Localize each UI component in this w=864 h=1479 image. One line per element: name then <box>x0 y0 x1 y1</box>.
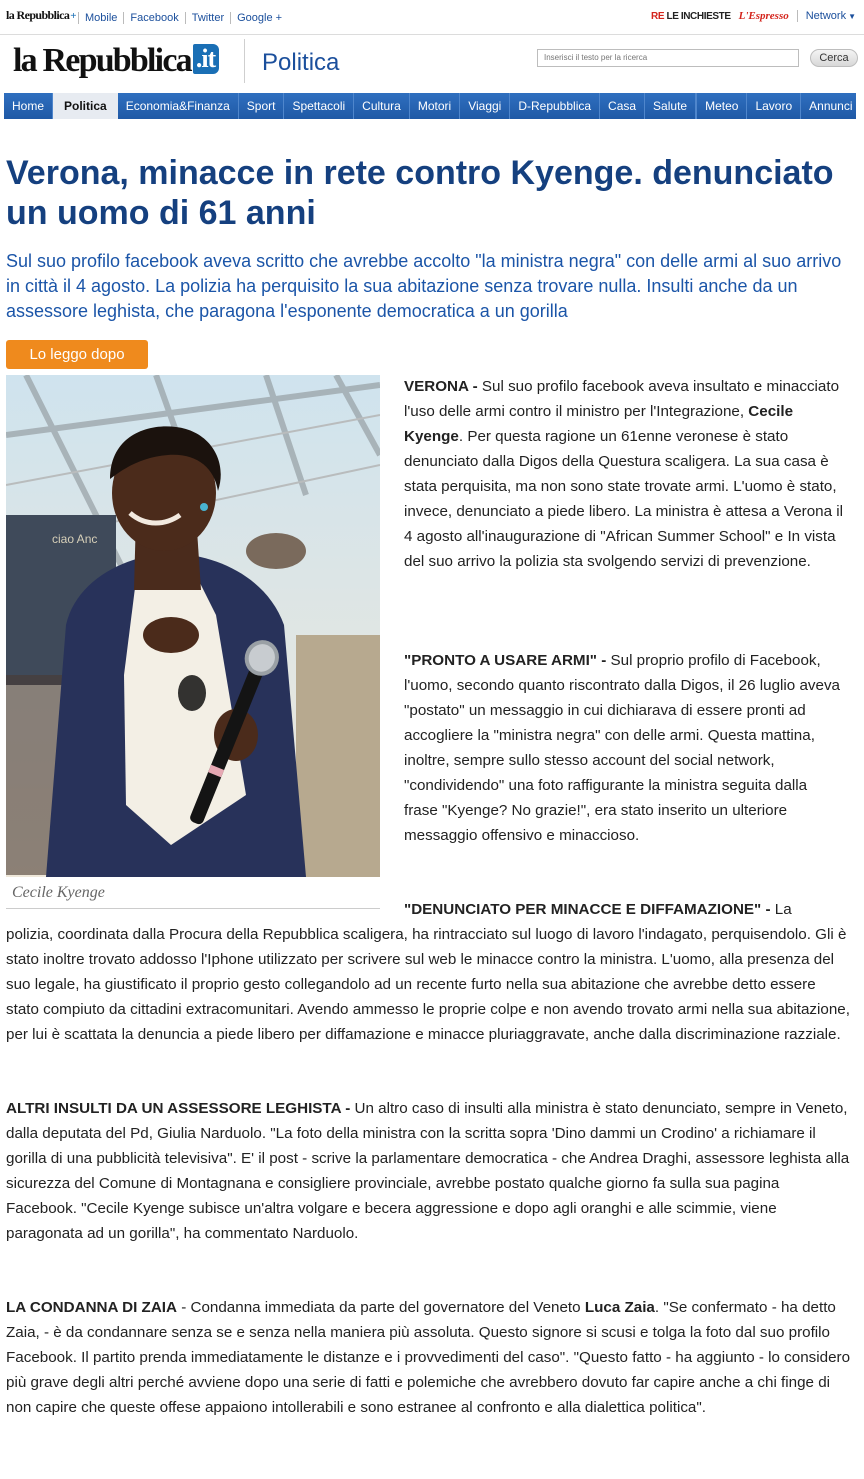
paragraph-5-name: Luca Zaia <box>584 1299 655 1316</box>
nav-item-motori[interactable]: Motori <box>410 93 460 119</box>
main-nav <box>4 93 856 119</box>
network-logo-plus: + <box>70 10 76 22</box>
article-paragraph-3-heading <box>404 897 854 922</box>
paragraph-4-lead: ALTRI INSULTI DA UN ASSESSORE LEGHISTA - <box>6 1100 351 1117</box>
nav-item-sport[interactable]: Sport <box>239 93 285 119</box>
top-link-mobile[interactable]: Mobile <box>78 12 123 24</box>
paragraph-3-lead: "DENUNCIATO PER MINACCE E DIFFAMAZIONE" - <box>404 901 771 918</box>
paragraph-1-name: Cecile Kyenge <box>404 403 794 445</box>
nav-item-spettacoli[interactable]: Spettacoli <box>284 93 354 119</box>
paragraph-1-text-b: . Per questa ragione un 61enne veronese è stato denunciato dalla Digos della Questura scaligera. La sua casa è stata perquisita, ma non sono state trovate armi. L'uomo è stato, invece, denunciato a piede libero. La ministra è attesa a Verona il 4 agosto all'inaugurazione di "African Summer School" e In vista del suo arrivo la polizia sta svolgendo servizi di prevenzione. <box>404 428 844 570</box>
top-utility-bar <box>0 0 864 35</box>
paragraph-5-text-b: . "Se confermato - ha detto Zaia, - è da condannare senza se e senza nella maniera più assoluta. Questo signore si scusi e tolga la foto dal suo profilo Facebook. Il partito prenda immediatamente le distanze e i provvedimenti del caso". "Questo fatto - ha aggiunto - lo considero più grave degli altri perché avviene dopo una serie di fatti e polemiche che avrebbero dovuto far capire anche a chi finge di non capire che queste offese appaiono intollerabili e sono estranee al confronto e alla dialettica politica". <box>6 1299 851 1416</box>
paragraph-1-lead: VERONA - <box>404 378 478 395</box>
network-logo-text: la Repubblica <box>6 8 70 22</box>
photo-caption: Cecile Kyenge <box>12 884 105 901</box>
read-later-button[interactable]: Lo leggo dopo <box>6 340 148 369</box>
repubblica-network-logo[interactable] <box>6 8 76 23</box>
logo-it-badge: .it <box>193 44 219 74</box>
nav-item-politica[interactable]: Politica <box>53 93 118 119</box>
article-photo[interactable] <box>6 375 380 877</box>
caption-divider <box>6 908 380 909</box>
nav-item-home[interactable]: Home <box>4 93 53 119</box>
logo-main-text: la Repubblica <box>13 42 191 79</box>
paragraph-1-text-a: Sul suo profilo facebook aveva insultato e minacciato l'uso delle armi contro il ministro per l'Integrazione, <box>404 378 840 420</box>
top-link-google-plus[interactable]: Google + <box>230 12 288 24</box>
repubblica-logo[interactable] <box>13 41 219 81</box>
nav-item-economia[interactable]: Economia&Finanza <box>118 93 239 119</box>
chevron-down-icon: ▼ <box>848 12 856 21</box>
article-paragraph-1 <box>404 374 850 574</box>
article-paragraph-2 <box>404 648 844 848</box>
nav-item-annunci[interactable]: Annunci <box>800 93 860 119</box>
section-title[interactable]: Politica <box>262 49 340 76</box>
article-summary: Sul suo profilo facebook aveva scritto che avrebbe accolto "la ministra negra" con delle armi al suo arrivo in città il 4 agosto. La polizia ha perquisito la sua abitazione senza trovare nulla. Insulti anche da un assessore leghista, che paragona l'esponente democratica a un gorilla <box>6 251 842 321</box>
paragraph-5-lead: LA CONDANNA DI ZAIA <box>6 1299 177 1316</box>
nav-item-casa[interactable]: Casa <box>600 93 645 119</box>
article-paragraph-5 <box>6 1295 852 1420</box>
svg-text:ciao Anc: ciao Anc <box>52 532 98 546</box>
top-right-links <box>651 10 856 22</box>
paragraph-3-first-word: La <box>770 901 792 918</box>
le-inchieste-text: LE INCHIESTE <box>666 10 731 22</box>
paragraph-2-text: Sul proprio profilo di Facebook, l'uomo, secondo quanto riscontrato dalla Digos, il 26 luglio aveva "postato" un messaggio in cui dichiarava di essere pronti ad accogliere la "ministra negra" con delle armi. Questa mattina, inoltre, sempre sullo stesso account del social network, "condividendo" una foto raffigurante la ministra seguita dalla frase "Kyenge? No grazie!", era stato inserito un ulteriore messaggio offensivo e minaccioso. <box>404 652 841 844</box>
top-link-facebook[interactable]: Facebook <box>123 12 184 24</box>
le-inchieste-link[interactable] <box>651 11 731 22</box>
network-menu[interactable] <box>797 10 856 22</box>
nav-item-d-repubblica[interactable]: D-Repubblica <box>510 93 600 119</box>
le-inchieste-prefix: RE <box>651 10 665 22</box>
nav-item-cultura[interactable]: Cultura <box>354 93 410 119</box>
nav-item-salute[interactable]: Salute <box>645 93 696 119</box>
masthead-divider <box>244 39 245 83</box>
search-button[interactable]: Cerca <box>810 49 858 67</box>
paragraph-5-text-a: - Condanna immediata da parte del governatore del Veneto <box>177 1299 585 1316</box>
paragraph-2-lead: "PRONTO A USARE ARMI" - <box>404 652 607 669</box>
masthead <box>0 35 864 91</box>
top-link-twitter[interactable]: Twitter <box>185 12 230 24</box>
photo-illustration <box>6 375 380 877</box>
nav-item-lavoro[interactable]: Lavoro <box>746 93 800 119</box>
network-label: Network <box>805 10 847 22</box>
article-paragraph-4 <box>6 1096 852 1246</box>
top-links <box>78 12 288 24</box>
espresso-link[interactable]: L'Espresso <box>738 10 789 22</box>
article-paragraph-3: polizia, coordinata dalla Procura della Repubblica scaligera, ha rintracciato sul luogo di lavoro l'indagato, perquisendolo. Gli è stato inoltre trovato addosso l'Iphone utilizzato per scrivere sul web le minacce contro la ministra. L'uomo, alla presenza del suo legale, ha giustificato il proprio gesto collegandolo ad un recente furto nella sua abitazione che avrebbe detto essere stato compiuto da cittadini extracomunitari. Avendo ammesso le proprie colpe e non avendo trovato armi nella sua abitazione, per lui è scattata la denuncia a piede libero per diffamazione e minacce pluriaggravate, anche dalla discriminazione razziale. <box>6 926 850 1043</box>
paragraph-4-text: Un altro caso di insulti alla ministra è stato denunciato, sempre in Veneto, dalla deputata del Pd, Giulia Narduolo. "La foto della ministra con la scritta sopra 'Dino dammi un Crodino' a richiamare il gorilla di una pubblicità televisiva". E' il post - scrive la parlamentare democratica - che Andrea Draghi, assessore leghista alla sicurezza del Comune di Montagnana e consigliere provinciale, avrebbe postato qualche giorno fa sulla sua pagina Facebook. "Cecile Kyenge subisce un'altra volgare e becera aggressione e dopo agli oranghi e alle scimmie, viene paragonata ad un gorilla", ha commentato Narduolo. <box>6 1100 850 1242</box>
nav-item-meteo[interactable]: Meteo <box>696 93 746 119</box>
article-title: Verona, minacce in rete contro Kyenge. denunciato un uomo di 61 anni <box>6 154 834 232</box>
search-input[interactable] <box>537 49 799 67</box>
nav-item-viaggi[interactable]: Viaggi <box>460 93 510 119</box>
